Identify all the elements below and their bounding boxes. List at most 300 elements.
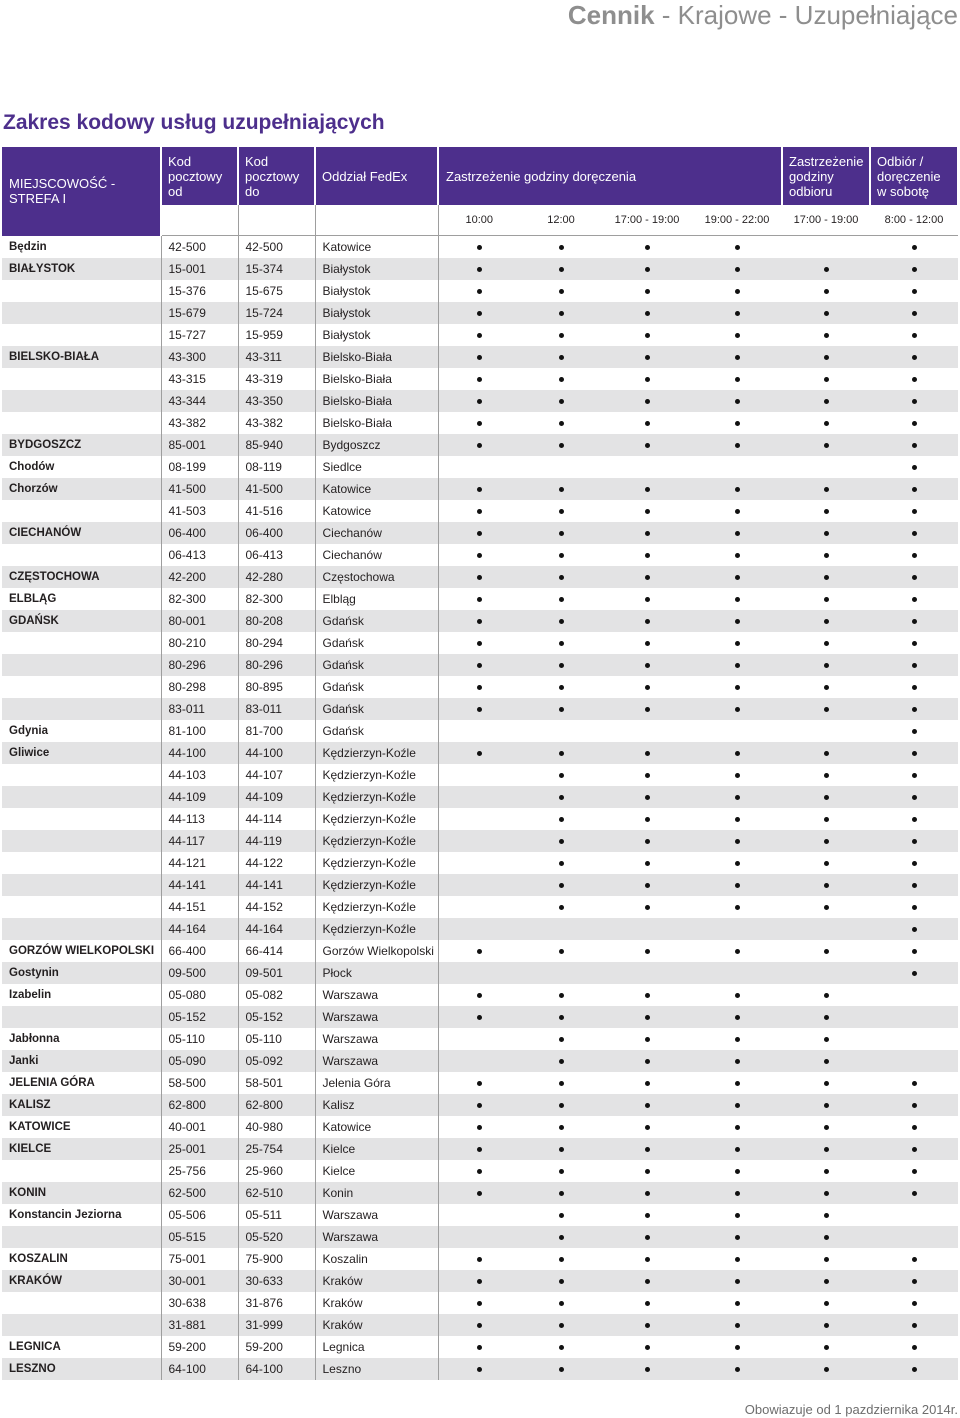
available-dot-icon (735, 817, 740, 822)
available-dot-icon (645, 1037, 650, 1042)
available-dot-icon (912, 399, 917, 404)
department-cell: Kędzierzyn-Koźle (315, 874, 438, 896)
table-row (2, 390, 958, 412)
available-dot-icon (559, 1081, 564, 1086)
available-dot-icon (735, 1081, 740, 1086)
availability-cell (438, 1072, 520, 1094)
available-dot-icon (559, 333, 564, 338)
available-dot-icon (477, 663, 482, 668)
available-dot-icon (559, 1147, 564, 1152)
availability-cell (520, 918, 602, 940)
code-from-cell: 62-500 (161, 1182, 238, 1204)
department-cell: Bielsko-Biała (315, 412, 438, 434)
department-cell: Kraków (315, 1270, 438, 1292)
availability-cell (782, 1028, 870, 1050)
table-row (2, 852, 958, 874)
table-row (2, 1270, 958, 1292)
code-from-cell: 59-200 (161, 1336, 238, 1358)
available-dot-icon (477, 553, 482, 558)
available-dot-icon (824, 1125, 829, 1130)
availability-cell (438, 1204, 520, 1226)
col-header-department: Oddział FedEx (315, 147, 438, 205)
availability-cell (782, 808, 870, 830)
availability-cell (692, 698, 782, 720)
code-from-cell: 44-117 (161, 830, 238, 852)
table-row (2, 434, 958, 456)
availability-cell (520, 258, 602, 280)
city-cell: Chodów (2, 456, 161, 478)
available-dot-icon (477, 575, 482, 580)
availability-cell (438, 742, 520, 764)
code-to-cell: 05-092 (238, 1050, 315, 1072)
available-dot-icon (912, 883, 917, 888)
availability-cell (870, 1160, 958, 1182)
availability-cell (602, 962, 692, 984)
available-dot-icon (559, 641, 564, 646)
available-dot-icon (824, 399, 829, 404)
availability-cell (438, 874, 520, 896)
available-dot-icon (824, 949, 829, 954)
available-dot-icon (824, 421, 829, 426)
available-dot-icon (824, 1279, 829, 1284)
availability-cell (602, 566, 692, 588)
city-cell: KONIN (2, 1182, 161, 1204)
available-dot-icon (912, 949, 917, 954)
available-dot-icon (912, 1257, 917, 1262)
availability-cell (782, 368, 870, 390)
city-cell: Konstancin Jeziorna (2, 1204, 161, 1226)
table-row (2, 544, 958, 566)
available-dot-icon (912, 1323, 917, 1328)
code-to-cell: 31-876 (238, 1292, 315, 1314)
availability-cell (602, 698, 692, 720)
code-from-cell: 58-500 (161, 1072, 238, 1094)
availability-cell (870, 1248, 958, 1270)
table-row (2, 676, 958, 698)
availability-cell (602, 1028, 692, 1050)
availability-cell (782, 566, 870, 588)
availability-cell (692, 1182, 782, 1204)
available-dot-icon (559, 1015, 564, 1020)
availability-cell (692, 940, 782, 962)
available-dot-icon (824, 553, 829, 558)
available-dot-icon (559, 993, 564, 998)
department-cell: Kędzierzyn-Koźle (315, 808, 438, 830)
available-dot-icon (824, 1103, 829, 1108)
code-to-cell: 06-400 (238, 522, 315, 544)
available-dot-icon (559, 1345, 564, 1350)
availability-cell (692, 1248, 782, 1270)
department-cell: Gorzów Wielkopolski (315, 940, 438, 962)
department-cell: Warszawa (315, 1006, 438, 1028)
available-dot-icon (824, 1323, 829, 1328)
available-dot-icon (912, 927, 917, 932)
code-from-cell: 80-296 (161, 654, 238, 676)
city-cell: Chorzów (2, 478, 161, 500)
available-dot-icon (912, 839, 917, 844)
available-dot-icon (645, 1345, 650, 1350)
availability-cell (870, 852, 958, 874)
available-dot-icon (645, 553, 650, 558)
table-row (2, 258, 958, 280)
available-dot-icon (912, 465, 917, 470)
available-dot-icon (912, 245, 917, 250)
availability-cell (438, 236, 520, 259)
available-dot-icon (477, 1081, 482, 1086)
table-row (2, 324, 958, 346)
available-dot-icon (645, 839, 650, 844)
code-from-cell: 44-151 (161, 896, 238, 918)
availability-cell (692, 874, 782, 896)
department-cell: Bielsko-Biała (315, 368, 438, 390)
available-dot-icon (645, 1367, 650, 1372)
available-dot-icon (645, 817, 650, 822)
code-to-cell: 59-200 (238, 1336, 315, 1358)
availability-cell (870, 940, 958, 962)
city-cell (2, 874, 161, 896)
department-cell: Katowice (315, 1116, 438, 1138)
availability-cell (438, 346, 520, 368)
available-dot-icon (824, 509, 829, 514)
available-dot-icon (559, 773, 564, 778)
availability-cell (782, 632, 870, 654)
city-cell (2, 676, 161, 698)
available-dot-icon (912, 751, 917, 756)
available-dot-icon (477, 1257, 482, 1262)
availability-cell (692, 588, 782, 610)
availability-cell (602, 522, 692, 544)
availability-cell (520, 1094, 602, 1116)
available-dot-icon (912, 1103, 917, 1108)
available-dot-icon (912, 553, 917, 558)
availability-cell (520, 1248, 602, 1270)
available-dot-icon (477, 597, 482, 602)
available-dot-icon (645, 707, 650, 712)
code-from-cell: 81-100 (161, 720, 238, 742)
department-cell: Kędzierzyn-Koźle (315, 918, 438, 940)
available-dot-icon (735, 597, 740, 602)
availability-cell (782, 324, 870, 346)
available-dot-icon (645, 1279, 650, 1284)
availability-cell (520, 632, 602, 654)
availability-cell (870, 1314, 958, 1336)
available-dot-icon (912, 443, 917, 448)
available-dot-icon (824, 817, 829, 822)
available-dot-icon (477, 1367, 482, 1372)
available-dot-icon (912, 1279, 917, 1284)
availability-cell (782, 1050, 870, 1072)
availability-cell (438, 1050, 520, 1072)
availability-cell (520, 720, 602, 742)
available-dot-icon (735, 575, 740, 580)
code-from-cell: 44-113 (161, 808, 238, 830)
available-dot-icon (645, 289, 650, 294)
available-dot-icon (559, 1235, 564, 1240)
availability-cell (602, 1182, 692, 1204)
table-row (2, 1358, 958, 1380)
department-cell: Kędzierzyn-Koźle (315, 764, 438, 786)
availability-cell (602, 830, 692, 852)
available-dot-icon (824, 685, 829, 690)
availability-cell (520, 830, 602, 852)
availability-cell (870, 456, 958, 478)
available-dot-icon (477, 289, 482, 294)
validity-note: Obowiazuje od 1 pazdziernika 2014r. (744, 1402, 958, 1417)
time-slot: 17:00 - 19:00 (602, 205, 692, 236)
city-cell (2, 786, 161, 808)
availability-cell (520, 1050, 602, 1072)
available-dot-icon (559, 1279, 564, 1284)
available-dot-icon (559, 487, 564, 492)
availability-cell (520, 1270, 602, 1292)
available-dot-icon (477, 751, 482, 756)
available-dot-icon (824, 597, 829, 602)
col-header-city: MIEJSCOWOŚĆ - STREFA I (2, 147, 161, 236)
city-cell (2, 390, 161, 412)
code-to-cell: 44-141 (238, 874, 315, 896)
available-dot-icon (912, 861, 917, 866)
code-from-cell: 05-090 (161, 1050, 238, 1072)
available-dot-icon (559, 905, 564, 910)
city-cell (2, 852, 161, 874)
available-dot-icon (645, 1015, 650, 1020)
available-dot-icon (912, 1301, 917, 1306)
table-row (2, 302, 958, 324)
city-cell: LEGNICA (2, 1336, 161, 1358)
available-dot-icon (477, 421, 482, 426)
table-row (2, 1182, 958, 1204)
code-from-cell: 40-001 (161, 1116, 238, 1138)
availability-cell (602, 654, 692, 676)
available-dot-icon (559, 949, 564, 954)
availability-cell (692, 302, 782, 324)
availability-cell (692, 1138, 782, 1160)
availability-cell (602, 874, 692, 896)
city-cell (2, 698, 161, 720)
available-dot-icon (912, 729, 917, 734)
table-row (2, 412, 958, 434)
col-header-code-from: Kod pocztowy od (161, 147, 238, 205)
available-dot-icon (735, 905, 740, 910)
availability-cell (870, 984, 958, 1006)
availability-cell (782, 588, 870, 610)
availability-cell (692, 896, 782, 918)
availability-cell (782, 852, 870, 874)
department-cell: Warszawa (315, 1050, 438, 1072)
availability-cell (870, 786, 958, 808)
code-to-cell: 05-110 (238, 1028, 315, 1050)
availability-cell (692, 1358, 782, 1380)
availability-cell (520, 1226, 602, 1248)
availability-cell (782, 676, 870, 698)
availability-cell (782, 764, 870, 786)
availability-cell (692, 456, 782, 478)
available-dot-icon (559, 861, 564, 866)
availability-cell (438, 830, 520, 852)
availability-cell (870, 764, 958, 786)
availability-cell (520, 962, 602, 984)
available-dot-icon (645, 1169, 650, 1174)
document-title (568, 0, 958, 30)
availability-cell (602, 412, 692, 434)
city-cell: BIELSKO-BIAŁA (2, 346, 161, 368)
code-to-cell: 15-675 (238, 280, 315, 302)
availability-cell (870, 1204, 958, 1226)
availability-cell (782, 940, 870, 962)
availability-cell (870, 808, 958, 830)
code-from-cell: 15-001 (161, 258, 238, 280)
available-dot-icon (735, 751, 740, 756)
code-to-cell: 44-119 (238, 830, 315, 852)
code-to-cell: 62-800 (238, 1094, 315, 1116)
availability-cell (602, 632, 692, 654)
available-dot-icon (735, 1235, 740, 1240)
time-slot-blank (161, 205, 238, 236)
available-dot-icon (645, 575, 650, 580)
code-to-cell: 82-300 (238, 588, 315, 610)
available-dot-icon (645, 1081, 650, 1086)
city-cell: BIAŁYSTOK (2, 258, 161, 280)
available-dot-icon (912, 1191, 917, 1196)
available-dot-icon (824, 1213, 829, 1218)
availability-cell (782, 478, 870, 500)
code-to-cell: 44-164 (238, 918, 315, 940)
code-from-cell: 80-298 (161, 676, 238, 698)
department-cell: Kalisz (315, 1094, 438, 1116)
availability-cell (520, 786, 602, 808)
availability-cell (602, 390, 692, 412)
available-dot-icon (645, 487, 650, 492)
document-title-bold: Cennik (567, 0, 655, 30)
code-from-cell: 43-344 (161, 390, 238, 412)
available-dot-icon (645, 245, 650, 250)
department-cell: Białystok (315, 258, 438, 280)
table-row (2, 478, 958, 500)
available-dot-icon (645, 993, 650, 998)
available-dot-icon (645, 1191, 650, 1196)
available-dot-icon (735, 1103, 740, 1108)
code-from-cell: 41-503 (161, 500, 238, 522)
availability-cell (782, 786, 870, 808)
availability-cell (782, 1248, 870, 1270)
table-row (2, 962, 958, 984)
available-dot-icon (645, 1257, 650, 1262)
availability-cell (438, 940, 520, 962)
availability-cell (692, 764, 782, 786)
availability-cell (870, 566, 958, 588)
available-dot-icon (645, 773, 650, 778)
availability-cell (438, 1314, 520, 1336)
availability-cell (782, 1182, 870, 1204)
available-dot-icon (735, 1279, 740, 1284)
code-to-cell: 05-152 (238, 1006, 315, 1028)
availability-cell (782, 1292, 870, 1314)
department-cell: Kędzierzyn-Koźle (315, 830, 438, 852)
code-to-cell: 44-100 (238, 742, 315, 764)
availability-cell (870, 368, 958, 390)
availability-cell (870, 1336, 958, 1358)
availability-cell (602, 280, 692, 302)
availability-cell (602, 1248, 692, 1270)
available-dot-icon (559, 685, 564, 690)
table-row (2, 720, 958, 742)
available-dot-icon (735, 1367, 740, 1372)
code-to-cell: 58-501 (238, 1072, 315, 1094)
document-title-rest: - Krajowe - Uzupełniające (654, 0, 958, 30)
availability-cell (520, 1204, 602, 1226)
code-from-cell: 15-679 (161, 302, 238, 324)
availability-cell (438, 390, 520, 412)
availability-cell (782, 346, 870, 368)
department-cell: Ciechanów (315, 544, 438, 566)
table-row (2, 1160, 958, 1182)
available-dot-icon (477, 1345, 482, 1350)
available-dot-icon (559, 619, 564, 624)
availability-cell (602, 764, 692, 786)
code-to-cell: 42-500 (238, 236, 315, 259)
availability-cell (520, 390, 602, 412)
availability-cell (520, 544, 602, 566)
table-row (2, 874, 958, 896)
availability-cell (520, 676, 602, 698)
availability-cell (438, 698, 520, 720)
availability-cell (602, 1270, 692, 1292)
availability-cell (438, 522, 520, 544)
availability-cell (870, 1138, 958, 1160)
code-to-cell: 15-724 (238, 302, 315, 324)
available-dot-icon (559, 795, 564, 800)
available-dot-icon (735, 245, 740, 250)
city-cell: KALISZ (2, 1094, 161, 1116)
city-cell (2, 1314, 161, 1336)
availability-cell (782, 1094, 870, 1116)
available-dot-icon (912, 333, 917, 338)
available-dot-icon (912, 1367, 917, 1372)
available-dot-icon (824, 311, 829, 316)
col-header-pickup-restriction: Zastrzeżenie godziny odbioru (782, 147, 870, 205)
available-dot-icon (824, 1345, 829, 1350)
available-dot-icon (645, 1235, 650, 1240)
availability-cell (602, 610, 692, 632)
code-from-cell: 42-200 (161, 566, 238, 588)
available-dot-icon (912, 707, 917, 712)
availability-cell (692, 830, 782, 852)
table-row (2, 1116, 958, 1138)
table-row (2, 1094, 958, 1116)
availability-cell (520, 280, 602, 302)
department-cell: Koszalin (315, 1248, 438, 1270)
available-dot-icon (735, 553, 740, 558)
availability-cell (870, 918, 958, 940)
table-row (2, 1050, 958, 1072)
availability-cell (602, 852, 692, 874)
available-dot-icon (912, 905, 917, 910)
code-to-cell: 44-122 (238, 852, 315, 874)
available-dot-icon (645, 1147, 650, 1152)
availability-cell (782, 874, 870, 896)
availability-cell (520, 236, 602, 259)
available-dot-icon (645, 1125, 650, 1130)
available-dot-icon (645, 905, 650, 910)
available-dot-icon (477, 377, 482, 382)
availability-cell (438, 1116, 520, 1138)
department-cell: Ciechanów (315, 522, 438, 544)
availability-cell (602, 1336, 692, 1358)
availability-cell (782, 654, 870, 676)
availability-cell (602, 456, 692, 478)
table-row (2, 500, 958, 522)
code-from-cell: 80-001 (161, 610, 238, 632)
